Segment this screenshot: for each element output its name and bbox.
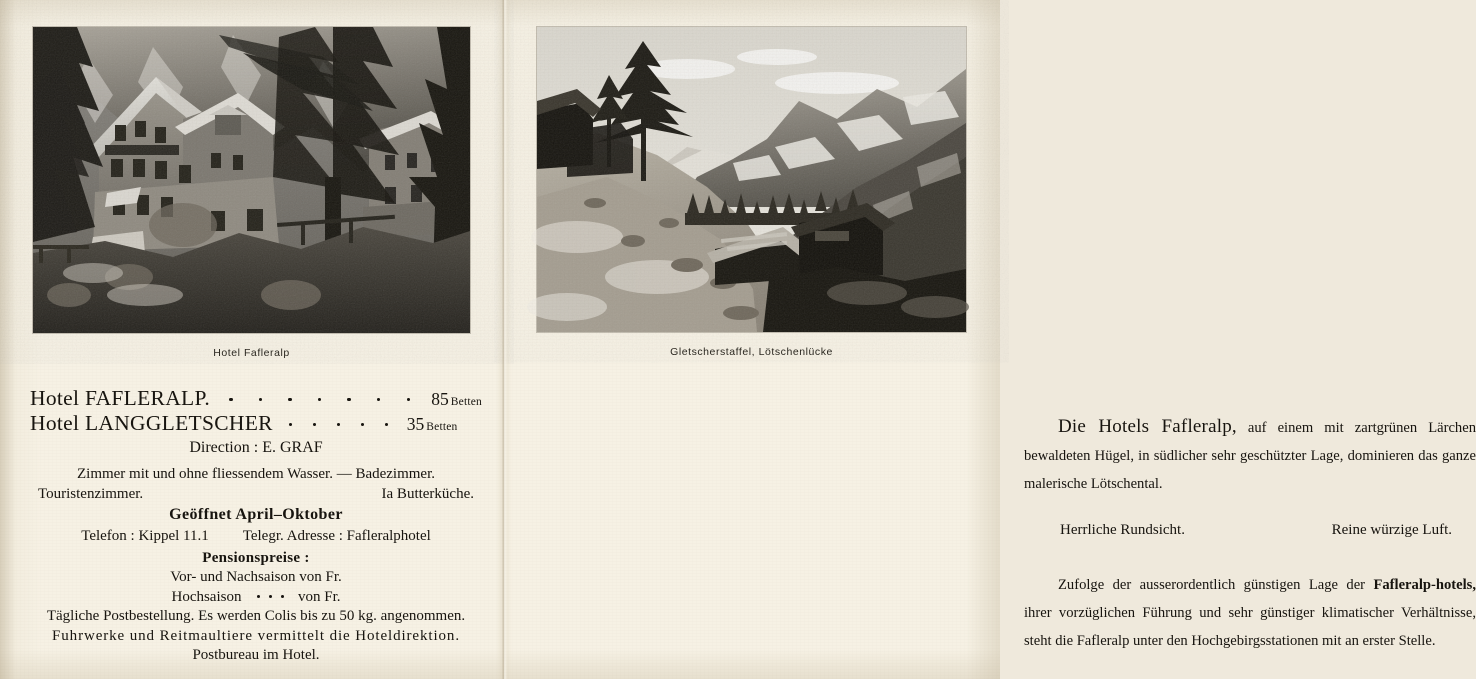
leader-dots	[245, 595, 294, 598]
amenities-line-1: Zimmer mit und ohne fliessendem Wasser. — Badezimmer.	[76, 466, 436, 483]
post-office-line: Postbureau im Hotel.	[192, 647, 320, 664]
post-line: Tägliche Postbestellung. Es werden Colis bis zu 50 kg. angenommen.	[46, 608, 466, 625]
gletscherstaffel-photo	[537, 27, 966, 332]
price-high-season-value: von Fr.	[297, 588, 341, 605]
highlight-air: Reine würzige Luft.	[1331, 522, 1452, 539]
price-high-season	[26, 588, 486, 607]
paragraph2-part2: ihrer vorzüglichen Führung und sehr günstiger klimatischer Verhältnisse, steht die Fafleralp unter den Hochgebirgsstationen mit an erster Stelle.	[1024, 604, 1476, 649]
beds-count-langgletscher: 35	[406, 414, 425, 434]
paragraph-rest: auf einem mit zartgrünen Lärchen bewaldeten Hügel, in südlicher sehr geschützter Lage, dominieren das ganze malerische Lötschental.	[1024, 419, 1476, 492]
leader-dots	[273, 423, 407, 426]
paragraph-location	[1024, 413, 1476, 498]
telephone-text: Telefon : Kippel 11.1	[81, 527, 209, 544]
hotel-name-fafleralp: Hotel FAFLERALP.	[30, 386, 211, 410]
direction-line: Direction : E. GRAF	[189, 439, 323, 456]
paragraph2-bold: Fafleralp-hotels,	[1373, 576, 1476, 593]
contact-line	[26, 527, 486, 546]
amenities-line-2	[26, 485, 486, 504]
paragraph-lead: Die Hotels Fafleralp,	[1058, 415, 1237, 437]
hotel-name-langgletscher: Hotel LANGGLETSCHER	[30, 411, 273, 435]
highlight-row	[1024, 512, 1476, 544]
left-page	[0, 0, 500, 679]
right-page	[500, 0, 1476, 679]
leader-dots	[210, 398, 431, 401]
right-page-text	[1024, 398, 1476, 669]
hotel-fafleralp-caption: Hotel Fafleralp	[213, 347, 290, 359]
beds-unit-fafleralp: Betten	[450, 396, 482, 408]
left-page-details	[26, 438, 486, 665]
hotel-fafleralp-photo	[33, 27, 470, 333]
beds-count-fafleralp: 85	[431, 389, 449, 409]
transport-line: Fuhrwerke und Reitmaultiere vermittelt die Hoteldirektion.	[52, 627, 460, 644]
price-low-season: Vor- und Nachsaison von Fr.	[170, 569, 342, 586]
amenities-left: Touristenzimmer.	[38, 485, 144, 502]
hotel-list	[30, 386, 482, 436]
season-line: Geöffnet April–Oktober	[169, 506, 343, 524]
telegram-text: Telegr. Adresse : Fafleralphotel	[242, 527, 431, 544]
price-high-season-label: Hochsaison	[171, 588, 242, 605]
hotel-row-langgletscher	[30, 411, 482, 436]
highlight-panorama: Herrliche Rundsicht.	[1060, 522, 1185, 539]
paragraph2-part1: Zufolge der ausserordentlich günstigen Lage der	[1058, 576, 1374, 593]
prices-heading: Pensionspreise :	[202, 550, 310, 567]
beds-unit-langgletscher: Betten	[426, 421, 458, 433]
gletscherstaffel-caption: Gletscherstaffel, Lötschenlücke	[670, 346, 833, 358]
paragraph-reputation	[1024, 571, 1476, 655]
hotel-row-fafleralp	[30, 386, 482, 411]
amenities-right: Ia Butterküche.	[381, 485, 474, 502]
